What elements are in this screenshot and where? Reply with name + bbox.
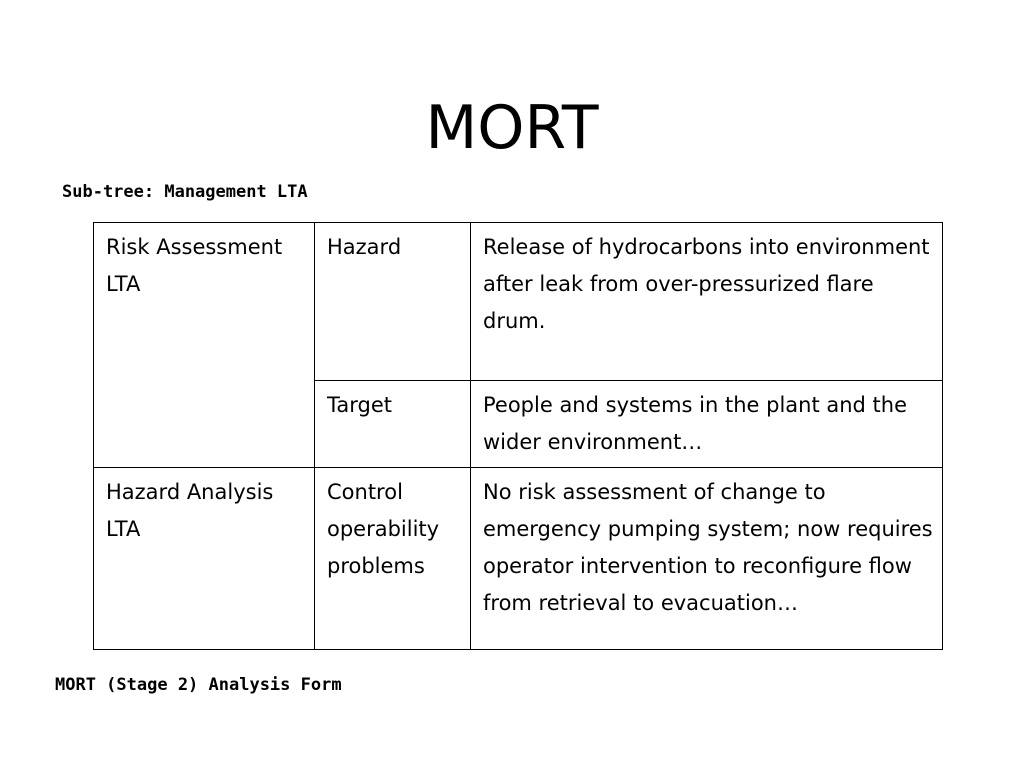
table-cell-category: Hazard Analysis LTA (94, 468, 315, 650)
slide-title: MORT (425, 93, 599, 163)
table-cell-category: Risk Assessment LTA (94, 223, 315, 468)
table-cell-description: People and systems in the plant and the wider environment… (471, 381, 943, 468)
table-row (94, 223, 943, 381)
table-row (94, 468, 943, 650)
table-cell-aspect: Target (315, 381, 471, 468)
subtree-label: Sub-tree: Management LTA (62, 182, 308, 202)
table-cell-description: No risk assessment of change to emergency pumping system; now requires operator intervention to reconfigure flow from retrieval to evacuation… (471, 468, 943, 650)
table-cell-aspect: Control operability problems (315, 468, 471, 650)
form-caption: MORT (Stage 2) Analysis Form (55, 675, 342, 695)
table-cell-description: Release of hydrocarbons into environment after leak from over-pressurized flare drum. (471, 223, 943, 381)
table-cell-aspect: Hazard (315, 223, 471, 381)
analysis-table (93, 222, 943, 650)
